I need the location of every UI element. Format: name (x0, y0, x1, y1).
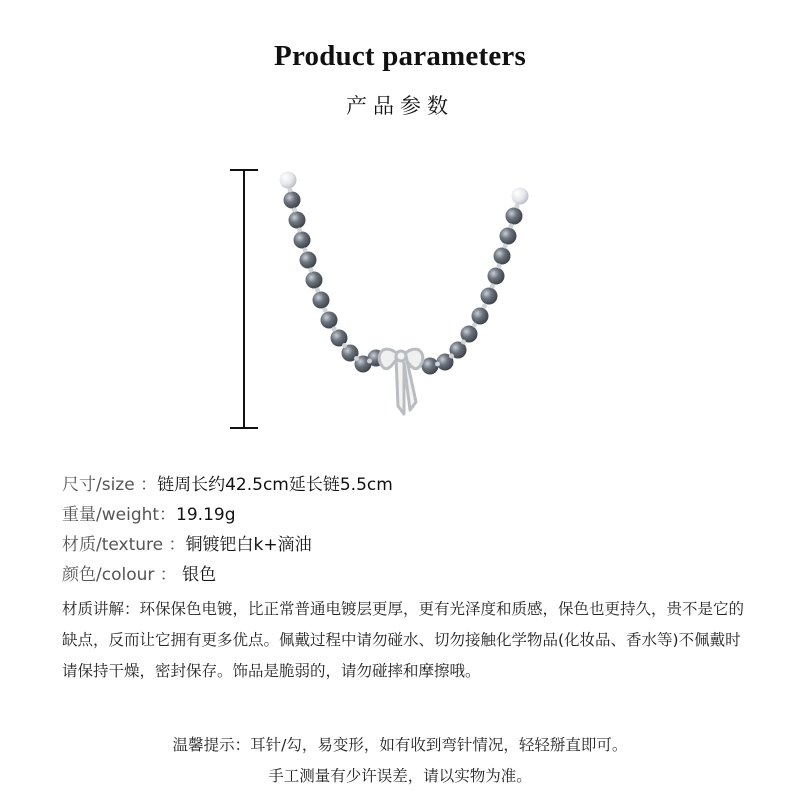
pearl-bead (488, 268, 505, 285)
necklace-image (270, 170, 540, 440)
pearl-bead (289, 212, 306, 229)
spacer-bead (515, 204, 520, 209)
pearl-bead (512, 188, 529, 205)
spacer-bead (309, 268, 314, 273)
spacer-bead (342, 343, 347, 348)
spec-texture-value: 铜镀钯白k+滴油 (185, 535, 312, 555)
spacer-bead (461, 340, 466, 345)
spacer-bead (354, 356, 359, 361)
length-measure-bar (226, 168, 262, 430)
spacer-bead (297, 228, 302, 233)
spacer-bead (315, 288, 320, 293)
spacer-bead (332, 327, 337, 332)
spacer-bead (509, 224, 514, 229)
page-title: Product parameters (274, 40, 526, 72)
spacer-bead (503, 244, 508, 249)
spacer-bead (435, 362, 440, 367)
bow-pendant (379, 349, 423, 414)
tip-line-2: 手工测量有少许误差，请以实物为准。 (268, 767, 532, 785)
spec-texture-label: 材质/texture ： (62, 535, 186, 555)
spec-size (62, 470, 393, 495)
spec-texture (62, 530, 312, 555)
spacer-bead (288, 188, 293, 193)
spec-weight (62, 500, 236, 525)
spec-size-label: 尺寸/size ： (62, 475, 158, 495)
pearl-bead (321, 312, 338, 329)
pearl-bead (313, 292, 330, 309)
spacer-bead (292, 208, 297, 213)
spacer-bead (367, 359, 372, 364)
page-subtitle: 产品参数 (346, 94, 454, 118)
spacer-bead (323, 308, 328, 313)
material-description: 材质讲解：环保保色电镀，比正常普通电镀层更厚，更有光泽度和质感，保色也更持久，贵不是它的缺点，反而让它拥有更多优点。佩戴过程中请勿碰水、切勿接触化学物品(化妆品、香水等)不佩戴时请保持干燥，密封保存。饰品是脆弱的，请勿碰摔和摩擦哦。 (62, 600, 745, 680)
spec-weight-value: 19.19g (176, 505, 236, 525)
pearl-bead (481, 288, 498, 305)
spec-colour (62, 560, 216, 585)
pearl-bead (300, 252, 317, 269)
pearl-bead (294, 232, 311, 249)
spacer-bead (303, 248, 308, 253)
pearl-bead (306, 272, 323, 289)
pearl-bead (472, 308, 489, 325)
spec-size-value: 链周长约42.5cm延长链5.5cm (157, 475, 393, 495)
pearl-bead (494, 248, 511, 265)
pearl-bead (500, 228, 517, 245)
spacer-bead (472, 323, 477, 328)
pearl-bead (280, 172, 297, 189)
pearl-bead (506, 208, 523, 225)
spec-colour-value: 银色 (176, 565, 217, 585)
tip-line-1: 温馨提示：耳针/勾，易变形，如有收到弯针情况，轻轻掰直即可。 (172, 736, 628, 754)
spacer-bead (482, 304, 487, 309)
spec-weight-label: 重量/weight： (62, 505, 177, 525)
spacer-bead (497, 264, 502, 269)
spacer-bead (490, 284, 495, 289)
spec-colour-label: 颜色/colour ： (62, 565, 177, 585)
pearl-bead (284, 192, 301, 209)
spacer-bead (449, 354, 454, 359)
